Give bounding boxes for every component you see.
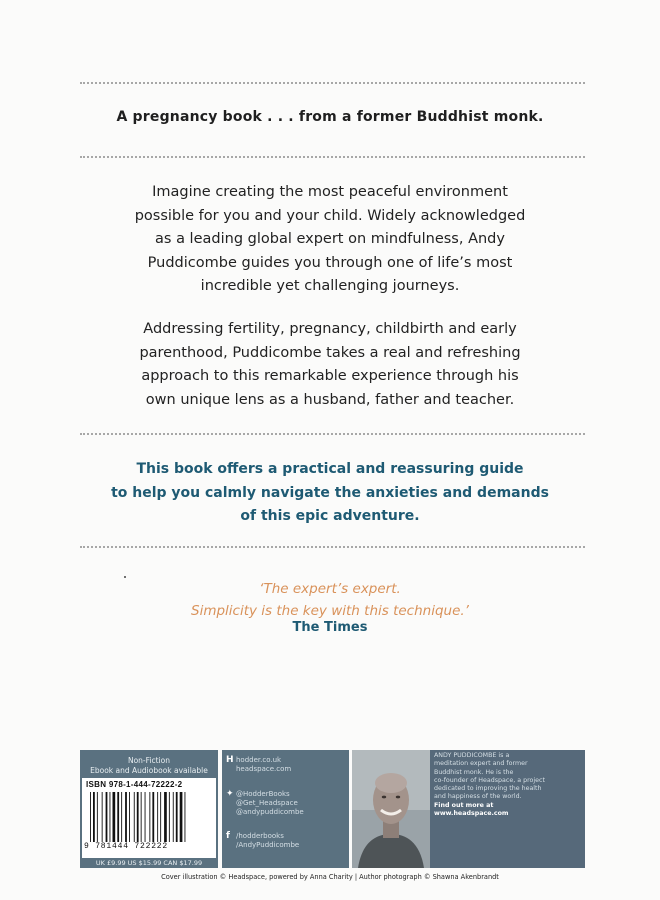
- facebook-page[interactable]: /hodderbooks: [236, 832, 284, 840]
- twitter-links: [226, 790, 304, 817]
- web-links: [226, 756, 291, 774]
- prices: UK £9.99 US $15.99 CAN $17.99: [95, 859, 203, 867]
- divider-1: [80, 82, 585, 84]
- text-line: Imagine creating the most peaceful environment: [152, 184, 508, 200]
- author-photo: [352, 750, 430, 868]
- bio-line: Buddhist monk. He is the: [434, 768, 514, 776]
- text-line: Addressing fertility, pregnancy, childbirth and early: [143, 321, 517, 337]
- website-link[interactable]: www.headspace.com: [434, 810, 509, 818]
- cover-credits: Cover illustration © Headspace, powered by Anna Charity | Author photograph © Shawna Akenbrandt: [161, 873, 499, 881]
- bio-line: dedicated to improving the health: [434, 785, 542, 793]
- genre: Non-Fiction: [127, 756, 170, 765]
- tagline: A pregnancy book . . . from a former Buddhist monk.: [116, 109, 544, 125]
- author-panel: [352, 750, 585, 868]
- text-line: approach to this remarkable experience through his: [141, 368, 519, 384]
- blurb-paragraph-2: [0, 318, 660, 412]
- twitter-handle[interactable]: @HodderBooks: [236, 790, 290, 798]
- text-line: as a leading global expert on mindfulness, Andy: [155, 231, 505, 247]
- review-quote: [0, 578, 660, 622]
- author-bio: [434, 752, 582, 818]
- quote-source: The Times: [292, 620, 368, 635]
- barcode-icon: [90, 792, 208, 842]
- bio-line: ANDY PUDDICOMBE is a: [434, 752, 510, 759]
- bio-line: and happiness of the world.: [434, 793, 522, 801]
- highlight-blurb: [0, 458, 660, 529]
- bio-cta: Find out more at: [434, 801, 494, 809]
- social-panel: [222, 750, 349, 868]
- divider-2: [80, 156, 585, 158]
- text-line: own unique lens as a husband, father and teacher.: [145, 391, 515, 408]
- text-line: possible for you and your child. Widely acknowledged: [134, 207, 526, 224]
- formats: Ebook and Audiobook available: [90, 766, 208, 775]
- barcode-digits: 9 781444 722222: [84, 842, 169, 851]
- quote-line: Simplicity is the key with this technique.’: [191, 603, 469, 619]
- bio-line: meditation expert and former: [434, 760, 528, 768]
- barcode: [82, 778, 216, 858]
- facebook-links: [226, 832, 299, 850]
- web-link[interactable]: hodder.co.uk: [236, 756, 282, 764]
- web-link[interactable]: headspace.com: [236, 765, 292, 773]
- category-label: [80, 756, 218, 776]
- text-line: Puddicombe guides you through one of life’s most: [147, 254, 513, 271]
- facebook-icon: f: [226, 831, 230, 841]
- text-line: to help you calmly navigate the anxieties and demands: [111, 484, 549, 501]
- bio-line: co-founder of Headspace, a project: [434, 776, 545, 784]
- divider-4: [80, 546, 585, 548]
- hodder-h-icon: H: [226, 755, 234, 765]
- text-line: parenthood, Puddicombe takes a real and refreshing: [139, 344, 521, 361]
- divider-3: [80, 433, 585, 435]
- text-line: incredible yet challenging journeys.: [200, 278, 460, 294]
- quote-line: ‘The expert’s expert.: [259, 581, 401, 597]
- twitter-icon: ✦: [226, 789, 234, 799]
- text-line: This book offers a practical and reassuring guide: [136, 461, 524, 477]
- barcode-panel: [80, 750, 218, 868]
- facebook-page[interactable]: /AndyPuddicombe: [236, 841, 300, 849]
- twitter-handle[interactable]: @andypuddicombe: [236, 808, 304, 816]
- isbn-text: ISBN 978-1-444-72222-2: [86, 780, 183, 789]
- text-line: of this epic adventure.: [240, 508, 420, 524]
- blurb-paragraph-1: [0, 181, 660, 299]
- twitter-handle[interactable]: @Get_Headspace: [236, 799, 298, 807]
